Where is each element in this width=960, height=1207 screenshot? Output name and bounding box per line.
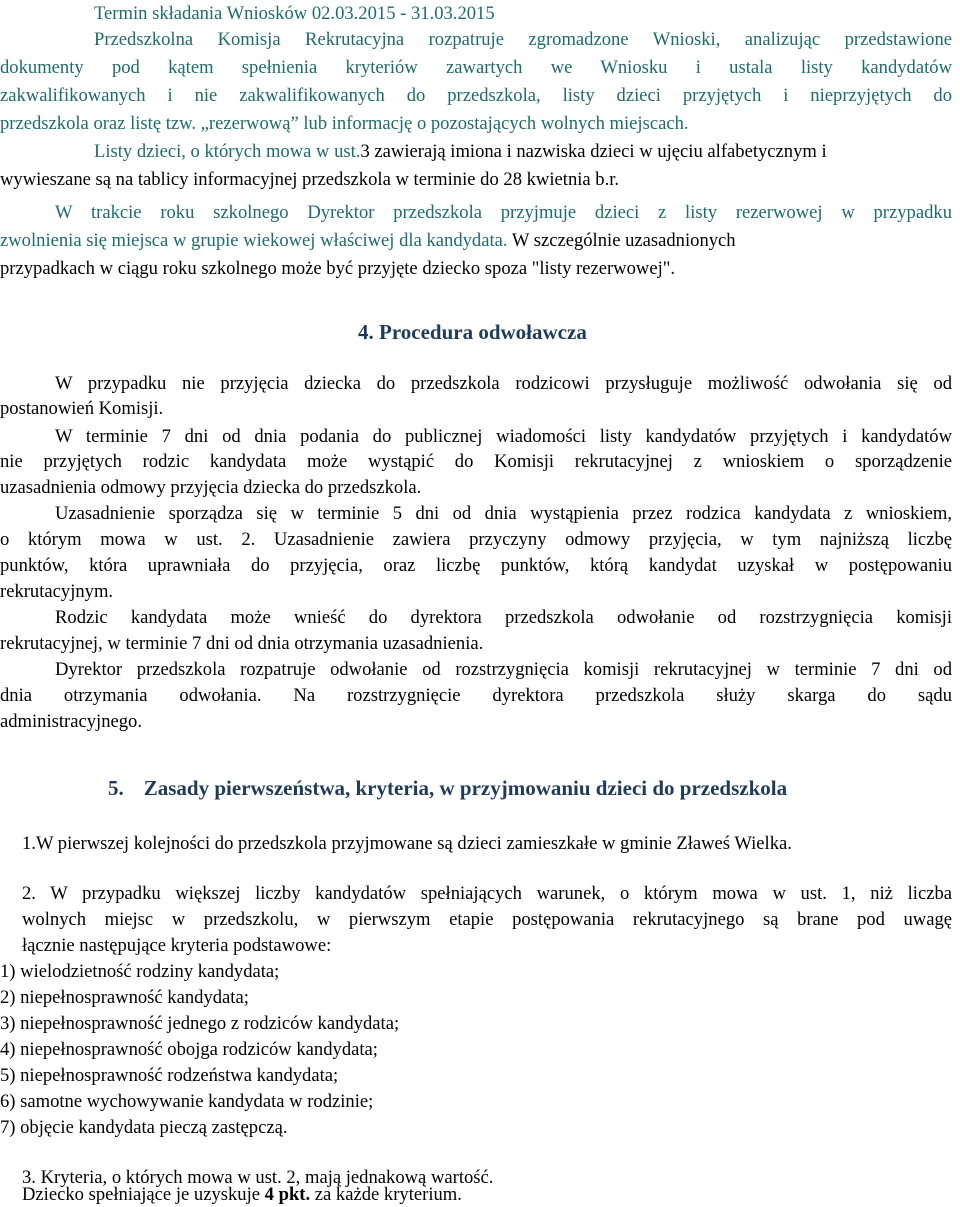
points-value: 4 pkt. bbox=[264, 1184, 311, 1205]
text-span: za każde kryterium. bbox=[310, 1184, 462, 1205]
text-line: W przypadku nie przyjęcia dziecka do przedszkola rodzicowi przysługuje możliwość odwołania się od bbox=[55, 373, 952, 394]
text-line: łącznie następujące kryteria podstawowe: bbox=[22, 935, 332, 956]
text-line: postanowień Komisji. bbox=[0, 398, 164, 419]
deadline-line: Termin składania Wniosków 02.03.2015 - 31.03.2015 bbox=[94, 3, 495, 24]
text-span: 3 zawierają imiona i nazwiska dzieci w ujęciu alfabetycznym i bbox=[360, 141, 827, 162]
text-line: o którym mowa w ust. 2. Uzasadnienie zawiera przyczyny odmowy przyjęcia, w tym najniższą liczbę bbox=[0, 529, 952, 550]
text-span: zwolnienia się miejsca w grupie wiekowej właściwej dla kandydata. bbox=[0, 230, 508, 251]
text-line: dokumenty pod kątem spełnienia kryteriów zawartych we Wniosku i ustala listy kandydatów bbox=[0, 57, 952, 78]
text-line: W terminie 7 dni od dnia podania do publicznej wiadomości listy kandydatów przyjętych i kandydatów bbox=[55, 426, 952, 447]
text-line: 3. Kryteria, o których mowa w ust. 2, mają jednakową wartość. bbox=[22, 1167, 494, 1188]
text-line: Uzasadnienie sporządza się w terminie 5 dni od dnia wystąpienia przez rodzica kandydata z wnioskiem, bbox=[55, 503, 952, 524]
text-line: administracyjnego. bbox=[0, 711, 142, 732]
text-line: uzasadnienia odmowy przyjęcia dziecka do przedszkola. bbox=[0, 477, 422, 498]
text-line bbox=[22, 1183, 462, 1207]
list-item: 5) niepełnosprawność rodzeństwa kandydata; bbox=[0, 1065, 339, 1086]
text-line: rekrutacyjnym. bbox=[0, 581, 114, 602]
text-line: zakwalifikowanych i nie zakwalifikowanych do przedszkola, listy dzieci przyjętych i nieprzyjętych do bbox=[0, 85, 952, 106]
text-line: 2. W przypadku większej liczby kandydatów spełniających warunek, o którym mowa w ust. 1, niż liczba bbox=[22, 883, 952, 904]
text-line: wywieszane są na tablicy informacyjnej przedszkola w terminie do 28 kwietnia b.r. bbox=[0, 169, 620, 190]
list-item: 3) niepełnosprawność jednego z rodziców kandydata; bbox=[0, 1013, 400, 1034]
text-line: Przedszkolna Komisja Rekrutacyjna rozpatruje zgromadzone Wnioski, analizując przedstawione bbox=[94, 29, 952, 50]
section-5-number: 5. bbox=[108, 776, 124, 800]
section-5-heading bbox=[108, 776, 787, 800]
text-line: dnia otrzymania odwołania. Na rozstrzygnięcie dyrektora przedszkola służy skarga do sądu bbox=[0, 685, 952, 706]
text-line: wolnych miejsc w przedszkolu, w pierwszym etapie postępowania rekrutacyjnego są brane pod uwagę bbox=[22, 909, 952, 930]
text-line: W trakcie roku szkolnego Dyrektor przedszkola przyjmuje dzieci z listy rezerwowej w przypadku bbox=[55, 202, 952, 223]
text-line: nie przyjętych rodzic kandydata może wystąpić do Komisji rekrutacyjnej z wnioskiem o sporządzenie bbox=[0, 451, 952, 472]
text-line: rekrutacyjnej, w terminie 7 dni od dnia otrzymania uzasadnienia. bbox=[0, 633, 484, 654]
text-line bbox=[94, 140, 827, 164]
list-item: 6) samotne wychowywanie kandydata w rodzinie; bbox=[0, 1091, 374, 1112]
text-span: Dziecko spełniające je uzyskuje bbox=[22, 1184, 265, 1205]
list-item: 2) niepełnosprawność kandydata; bbox=[0, 987, 249, 1008]
section-4-heading: 4. Procedura odwoławcza bbox=[358, 320, 587, 344]
text-line bbox=[0, 229, 736, 253]
text-line: przedszkola oraz listę tzw. „rezerwową” lub informację o pozostających wolnych miejscach. bbox=[0, 113, 689, 134]
section-5-title: Zasady pierwszeństwa, kryteria, w przyjmowaniu dzieci do przedszkola bbox=[143, 776, 788, 800]
text-span: W szczególnie uzasadnionych bbox=[507, 230, 736, 251]
list-item: 4) niepełnosprawność obojga rodziców kandydata; bbox=[0, 1039, 378, 1060]
text-line: przypadkach w ciągu roku szkolnego może być przyjęte dziecko spoza "listy rezerwowej". bbox=[0, 258, 675, 279]
list-item: 7) objęcie kandydata pieczą zastępczą. bbox=[0, 1117, 288, 1138]
text-span: Listy dzieci, o których mowa w ust. bbox=[94, 141, 361, 162]
list-item: 1) wielodzietność rodziny kandydata; bbox=[0, 961, 280, 982]
text-line: Rodzic kandydata może wnieść do dyrektora przedszkola odwołanie od rozstrzygnięcia komisji bbox=[55, 607, 952, 628]
text-line: Dyrektor przedszkola rozpatruje odwołanie od rozstrzygnięcia komisji rekrutacyjnej w terminie 7 dni od bbox=[55, 659, 952, 680]
text-line: 1.W pierwszej kolejności do przedszkola przyjmowane są dzieci zamieszkałe w gminie Zławeś Wielka. bbox=[22, 833, 792, 854]
text-line: punktów, która uprawniała do przyjęcia, oraz liczbę punktów, którą kandydat uzyskał w postępowaniu bbox=[0, 555, 952, 576]
